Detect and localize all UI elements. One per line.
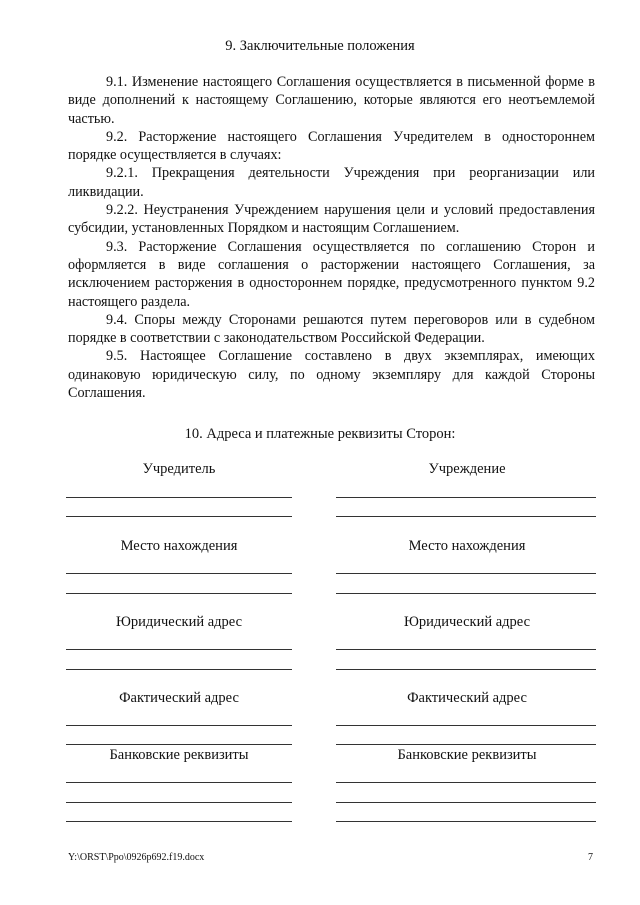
- left-blank-line: [66, 593, 292, 594]
- left-blank-line: [66, 573, 292, 574]
- paragraph-9-2-1: 9.2.1. Прекращения деятельности Учреждения при реорганизации или ликвидации.: [68, 165, 595, 200]
- right-blank-line: [336, 497, 596, 498]
- right-location-label: Место нахождения: [408, 538, 526, 554]
- right-legal-address-label: Юридический адрес: [403, 614, 531, 630]
- left-blank-line: [66, 649, 292, 650]
- section-9-body: [68, 73, 595, 402]
- left-blank-line: [66, 802, 292, 803]
- page-number: 7: [588, 852, 593, 863]
- right-blank-line: [336, 593, 596, 594]
- paragraph-9-3: 9.3. Расторжение Соглашения осуществляется по соглашению Сторон и оформляется в виде соглашения о расторжении настоящего Соглашения, за исключением расторжения в одностороннем порядке, предусмотренного пунктом 9.2 настоящего раздела.: [68, 238, 595, 310]
- right-party-label: Учреждение: [428, 461, 506, 477]
- left-blank-line: [66, 516, 292, 517]
- paragraph-9-1: 9.1. Изменение настоящего Соглашения осуществляется в письменной форме в виде дополнений к настоящему Соглашению, которые являются его неотъемлемой частью.: [68, 74, 595, 127]
- left-blank-line: [66, 497, 292, 498]
- right-blank-line: [336, 782, 596, 783]
- left-blank-line: [66, 782, 292, 783]
- left-party-label: Учредитель: [142, 461, 216, 477]
- right-blank-line: [336, 516, 596, 517]
- right-actual-address-label: Фактический адрес: [407, 690, 527, 706]
- left-bank-details-label: Банковские реквизиты: [109, 747, 249, 763]
- left-blank-line: [66, 669, 292, 670]
- paragraph-9-5: 9.5. Настоящее Соглашение составлено в двух экземплярах, имеющих одинаковую юридическую силу, по одному экземпляру для каждой Стороны Соглашения.: [68, 348, 595, 402]
- right-blank-line: [336, 669, 596, 670]
- right-blank-line: [336, 649, 596, 650]
- right-blank-line: [336, 744, 596, 745]
- right-bank-details-label: Банковские реквизиты: [397, 747, 537, 763]
- right-blank-line: [336, 573, 596, 574]
- left-location-label: Место нахождения: [120, 538, 238, 554]
- left-actual-address-label: Фактический адрес: [119, 690, 239, 706]
- left-blank-line: [66, 744, 292, 745]
- right-blank-line: [336, 725, 596, 726]
- paragraph-9-2: 9.2. Расторжение настоящего Соглашения Учредителем в одностороннем порядке осуществляется в случаях:: [68, 128, 595, 164]
- left-blank-line: [66, 725, 292, 726]
- paragraph-9-2-2: 9.2.2. Неустранения Учреждением нарушения цели и условий предоставления субсидии, установленных Порядком и настоящим Соглашением.: [68, 202, 595, 237]
- paragraph-9-4: 9.4. Споры между Сторонами решаются путем переговоров или в судебном порядке в соответствии с законодательством Российской Федерации.: [68, 311, 595, 347]
- left-legal-address-label: Юридический адрес: [115, 614, 243, 630]
- footer-file-path: Y:\ORST\Ppo\0926p692.f19.docx: [68, 852, 205, 863]
- right-blank-line: [336, 821, 596, 822]
- section-9-title: 9. Заключительные положения: [225, 38, 415, 54]
- left-blank-line: [66, 821, 292, 822]
- right-blank-line: [336, 802, 596, 803]
- section-10-title: 10. Адреса и платежные реквизиты Сторон:: [184, 426, 456, 442]
